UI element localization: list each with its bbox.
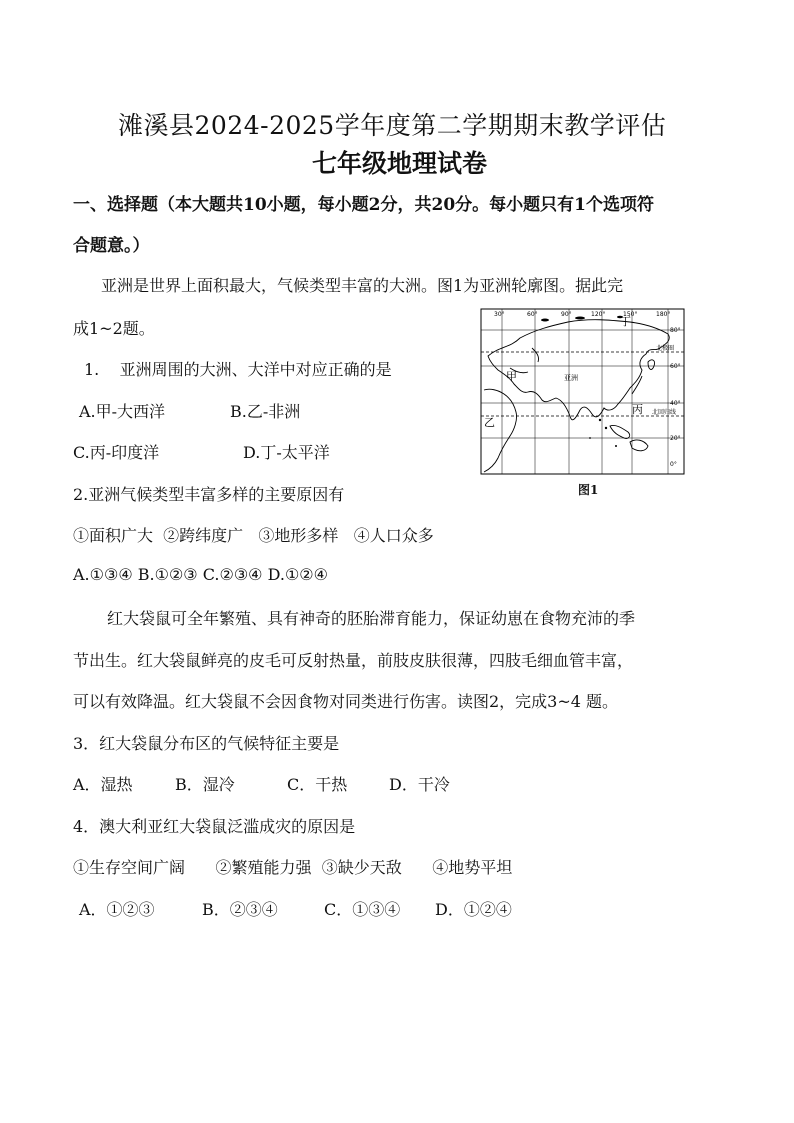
tropic-label: 北回归线: [652, 409, 677, 416]
exam-subtitle: 七年级地理试卷: [312, 149, 488, 178]
passage-2-line-1: 红大袋鼠可全年繁殖、具有神奇的胚胎滞育能力，保证幼崽在食物充沛的季: [107, 609, 636, 628]
question-3-stem: 3．红大袋鼠分布区的气候特征主要是: [73, 734, 340, 753]
question-1-option-d: D.丁-太平洋: [243, 443, 330, 462]
question-3-option-a: A．湿热: [73, 775, 133, 794]
question-3-option-b: B．湿冷: [175, 775, 235, 794]
question-2-statements: ①面积广大 ②跨纬度广 ③地形多样 ④人口众多: [73, 526, 434, 545]
lat-label: 60°: [670, 363, 681, 370]
question-1-option-b: B.乙-非洲: [230, 402, 301, 421]
asia-outline-map: [480, 308, 685, 476]
question-4-statements: ①生存空间广阔 ②繁殖能力强 ③缺少天敌 ④地势平坦: [73, 858, 513, 877]
region-label-asia: 亚洲: [564, 374, 578, 382]
region-label-ding: 丁: [620, 315, 631, 328]
exam-title: 滩溪县2024-2025学年度第二学期期末教学评估: [118, 111, 667, 140]
lat-label: 0°: [670, 461, 677, 468]
passage-2-line-2: 节出生。红大袋鼠鲜亮的皮毛可反射热量，前肢皮肤很薄，四肢毛细血管丰富，: [73, 651, 634, 670]
section-heading-cont: 合题意。）: [73, 236, 150, 256]
lon-label: 150°: [623, 311, 638, 318]
lat-label: 20°: [670, 435, 681, 442]
lat-label: 40°: [670, 400, 681, 407]
question-4-option-a: A．①②③: [79, 900, 155, 919]
question-2-options: A.①③④ B.①②③ C.②③④ D.①②④: [73, 565, 328, 584]
lon-label: 90°: [561, 311, 572, 318]
passage-1-line-1: 亚洲是世界上面积最大，气候类型丰富的大洲。图1为亚洲轮廓图。据此完: [101, 276, 624, 295]
question-1-stem: 1. 亚洲周围的大洲、大洋中对应正确的是: [84, 360, 392, 379]
passage-2-line-3: 可以有效降温。红大袋鼠不会因食物对同类进行伤害。读图2，完成3~4 题。: [73, 692, 619, 711]
lat-label: 80°: [670, 327, 681, 334]
arctic-circle-label: 北极圈: [656, 345, 675, 352]
question-4-option-c: C．①③④: [324, 900, 401, 919]
question-4-stem: 4．澳大利亚红大袋鼠泛滥成灾的原因是: [73, 817, 356, 836]
lon-label: 120°: [591, 311, 606, 318]
figure-1-caption: 图1: [578, 483, 599, 497]
passage-1-line-2: 成1~2题。: [73, 319, 155, 338]
lon-label: 180°: [656, 311, 671, 318]
question-1-option-a: A.甲-大西洋: [79, 402, 166, 421]
lon-label: 60°: [527, 311, 538, 318]
region-label-yi: 乙: [484, 416, 495, 429]
question-4-option-d: D．①②④: [435, 900, 512, 919]
question-2-stem: 2.亚洲气候类型丰富多样的主要原因有: [73, 485, 345, 504]
region-label-jia: 甲: [506, 370, 517, 383]
question-4-option-b: B．②③④: [202, 900, 278, 919]
question-3-option-c: C．干热: [287, 775, 348, 794]
question-3-option-d: D．干冷: [389, 775, 450, 794]
section-heading: 一、选择题（本大题共10小题，每小题2分，共20分。每小题只有1个选项符: [73, 195, 654, 215]
region-label-bing: 丙: [632, 403, 643, 416]
lon-label: 30°: [494, 311, 505, 318]
question-1-option-c: C.丙-印度洋: [73, 443, 160, 462]
